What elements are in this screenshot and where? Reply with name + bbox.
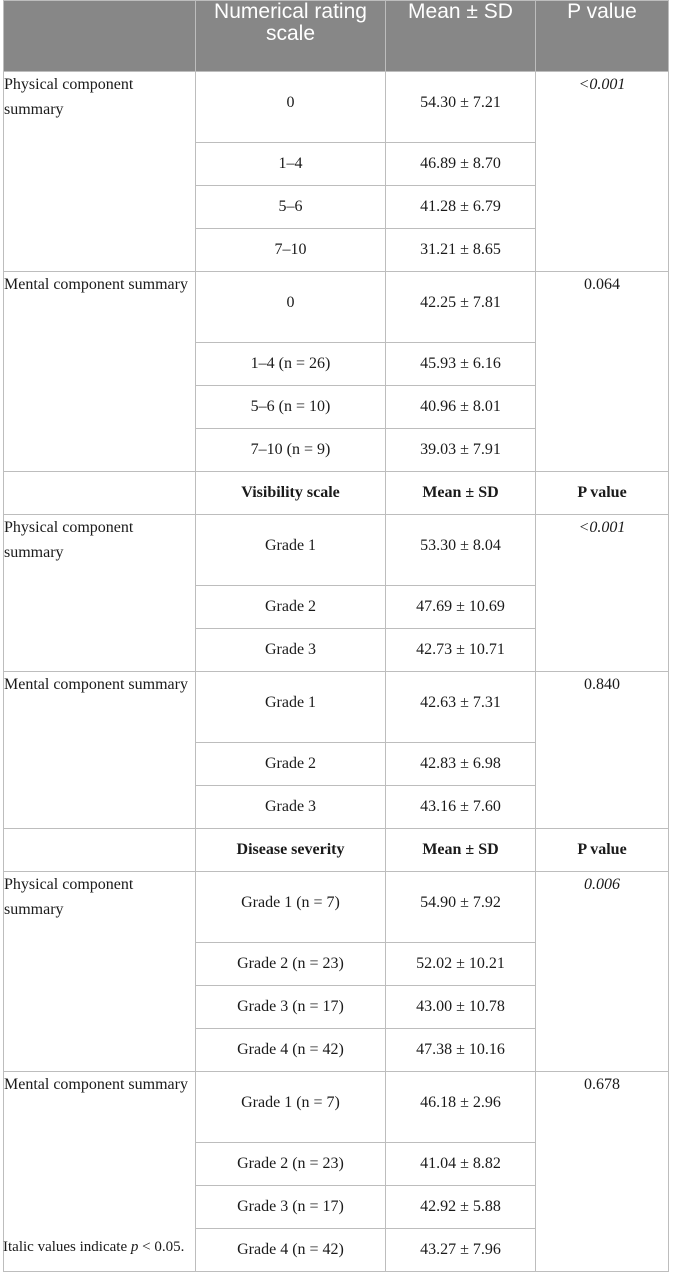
group-cell: Grade 3 <box>196 786 386 829</box>
header-numerical-rating-scale: Numerical rating scale <box>196 1 386 72</box>
mean-cell: 40.96 ± 8.01 <box>386 386 536 429</box>
group-cell: 5–6 <box>196 186 386 229</box>
table-header <box>4 1 669 72</box>
group-cell: Grade 3 (n = 17) <box>196 1186 386 1229</box>
table-row <box>4 1072 669 1143</box>
mean-cell: 46.18 ± 2.96 <box>386 1072 536 1143</box>
row-label: Physical component summary <box>4 72 196 272</box>
group-cell: Grade 2 (n = 23) <box>196 1143 386 1186</box>
subheader-p-value: P value <box>536 829 669 872</box>
group-cell: Grade 2 <box>196 743 386 786</box>
p-value-cell: <0.001 <box>536 72 669 272</box>
group-cell: 1–4 <box>196 143 386 186</box>
subheader-blank <box>4 829 196 872</box>
group-cell: 7–10 (n = 9) <box>196 429 386 472</box>
table-row <box>4 672 669 743</box>
mean-cell: 31.21 ± 8.65 <box>386 229 536 272</box>
group-cell: Grade 4 (n = 42) <box>196 1229 386 1272</box>
group-cell: Grade 2 <box>196 586 386 629</box>
mean-cell: 43.00 ± 10.78 <box>386 986 536 1029</box>
subheader-row-severity <box>4 829 669 872</box>
mean-cell: 42.73 ± 10.71 <box>386 629 536 672</box>
group-cell: 1–4 (n = 26) <box>196 343 386 386</box>
table-row <box>4 872 669 943</box>
header-blank <box>4 1 196 72</box>
footnote-suffix: < 0.05. <box>138 1239 185 1255</box>
mean-cell: 52.02 ± 10.21 <box>386 943 536 986</box>
subheader-disease-severity: Disease severity <box>196 829 386 872</box>
p-value-cell: 0.678 <box>536 1072 669 1272</box>
table-row <box>4 72 669 143</box>
p-value-cell: 0.006 <box>536 872 669 1072</box>
mean-cell: 42.92 ± 5.88 <box>386 1186 536 1229</box>
mean-cell: 47.38 ± 10.16 <box>386 1029 536 1072</box>
mean-cell: 47.69 ± 10.69 <box>386 586 536 629</box>
mean-cell: 54.90 ± 7.92 <box>386 872 536 943</box>
p-value-cell: 0.064 <box>536 272 669 472</box>
subheader-blank <box>4 472 196 515</box>
subheader-mean-sd: Mean ± SD <box>386 472 536 515</box>
subheader-mean-sd: Mean ± SD <box>386 829 536 872</box>
row-label: Physical component summary <box>4 515 196 672</box>
group-cell: Grade 1 <box>196 672 386 743</box>
header-mean-sd: Mean ± SD <box>386 1 536 72</box>
p-value-cell: 0.840 <box>536 672 669 829</box>
mean-cell: 42.63 ± 7.31 <box>386 672 536 743</box>
table-row <box>4 272 669 343</box>
group-cell: 0 <box>196 272 386 343</box>
group-cell: Grade 1 (n = 7) <box>196 872 386 943</box>
mean-cell: 41.04 ± 8.82 <box>386 1143 536 1186</box>
group-cell: Grade 1 (n = 7) <box>196 1072 386 1143</box>
mean-cell: 45.93 ± 6.16 <box>386 343 536 386</box>
mean-cell: 43.27 ± 7.96 <box>386 1229 536 1272</box>
mean-cell: 42.83 ± 6.98 <box>386 743 536 786</box>
mean-cell: 54.30 ± 7.21 <box>386 72 536 143</box>
footnote-prefix: Italic values indicate <box>3 1239 131 1255</box>
mean-cell: 42.25 ± 7.81 <box>386 272 536 343</box>
group-cell: Grade 4 (n = 42) <box>196 1029 386 1072</box>
p-value-cell: <0.001 <box>536 515 669 672</box>
table-row <box>4 515 669 586</box>
results-table <box>3 0 669 1272</box>
mean-cell: 41.28 ± 6.79 <box>386 186 536 229</box>
mean-cell: 39.03 ± 7.91 <box>386 429 536 472</box>
row-label: Physical component summary <box>4 872 196 1072</box>
mean-cell: 46.89 ± 8.70 <box>386 143 536 186</box>
row-label: Mental component summary <box>4 272 196 472</box>
subheader-p-value: P value <box>536 472 669 515</box>
group-cell: 7–10 <box>196 229 386 272</box>
group-cell: Grade 2 (n = 23) <box>196 943 386 986</box>
header-p-value: P value <box>536 1 669 72</box>
row-label: Mental component summary <box>4 672 196 829</box>
table-footnote <box>3 1239 184 1256</box>
group-cell: Grade 3 <box>196 629 386 672</box>
footnote-p-symbol: p <box>130 1239 139 1255</box>
group-cell: 0 <box>196 72 386 143</box>
mean-cell: 53.30 ± 8.04 <box>386 515 536 586</box>
mean-cell: 43.16 ± 7.60 <box>386 786 536 829</box>
group-cell: Grade 3 (n = 17) <box>196 986 386 1029</box>
group-cell: Grade 1 <box>196 515 386 586</box>
row-label: Mental component summary <box>4 1072 196 1272</box>
group-cell: 5–6 (n = 10) <box>196 386 386 429</box>
subheader-row-visibility <box>4 472 669 515</box>
subheader-visibility-scale: Visibility scale <box>196 472 386 515</box>
